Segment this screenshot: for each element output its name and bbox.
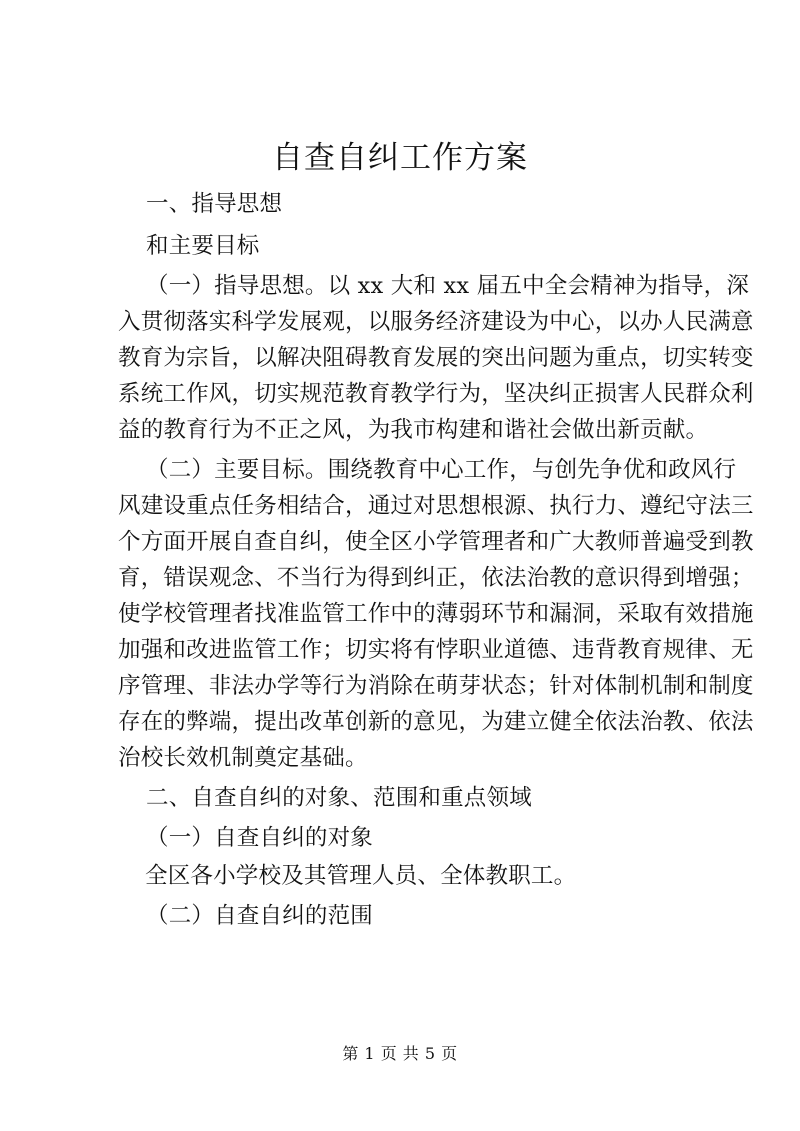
document-title: 自查自纠工作方案 xyxy=(272,140,528,176)
paragraph-line: 教育为宗旨，以解决阻碍教育发展的突出问题为重点，切实转变 xyxy=(118,345,754,371)
subsection-heading: （一）自查自纠的对象 xyxy=(146,825,374,851)
paragraph-line: 入贯彻落实科学发展观，以服务经济建设为中心，以办人民满意 xyxy=(118,309,754,335)
heading-guiding-thought: 一、指导思想 xyxy=(146,191,283,217)
paragraph-line: 益的教育行为不正之风，为我市构建和谐社会做出新贡献。 xyxy=(118,417,709,443)
paragraph-line: （一）指导思想。以 xx 大和 xx 届五中全会精神为指导，深 xyxy=(146,273,750,299)
page-footer: 第 1 页 共 5 页 xyxy=(342,1044,458,1063)
paragraph-line: 治校长效机制奠定基础。 xyxy=(118,745,368,771)
subsection-heading: （二）自查自纠的范围 xyxy=(146,903,374,929)
paragraph-line: 存在的弊端，提出改革创新的意见，为建立健全依法治教、依法 xyxy=(118,709,754,735)
paragraph-line: 全区各小学校及其管理人员、全体教职工。 xyxy=(145,863,577,889)
paragraph-line: 序管理、非法办学等行为消除在萌芽状态；针对体制机制和制度 xyxy=(118,673,754,699)
heading-main-goals: 和主要目标 xyxy=(146,233,260,259)
paragraph-line: 风建设重点任务相结合，通过对思想根源、执行力、遵纪守法三 xyxy=(118,493,754,519)
paragraph-line: 系统工作风，切实规范教育教学行为，坚决纠正损害人民群众利 xyxy=(118,381,754,407)
paragraph-line: 加强和改进监管工作；切实将有悖职业道德、违背教育规律、无 xyxy=(118,637,754,663)
paragraph-line: 使学校管理者找准监管工作中的薄弱环节和漏洞，采取有效措施 xyxy=(118,601,754,627)
section-heading: 二、自查自纠的对象、范围和重点领域 xyxy=(146,785,532,811)
paragraph-line: （二）主要目标。围绕教育中心工作，与创先争优和政风行 xyxy=(146,457,737,483)
paragraph-line: 育，错误观念、不当行为得到纠正，依法治教的意识得到增强； xyxy=(118,565,754,591)
paragraph-line: 个方面开展自查自纠，使全区小学管理者和广大教师普遍受到教 xyxy=(118,529,754,555)
